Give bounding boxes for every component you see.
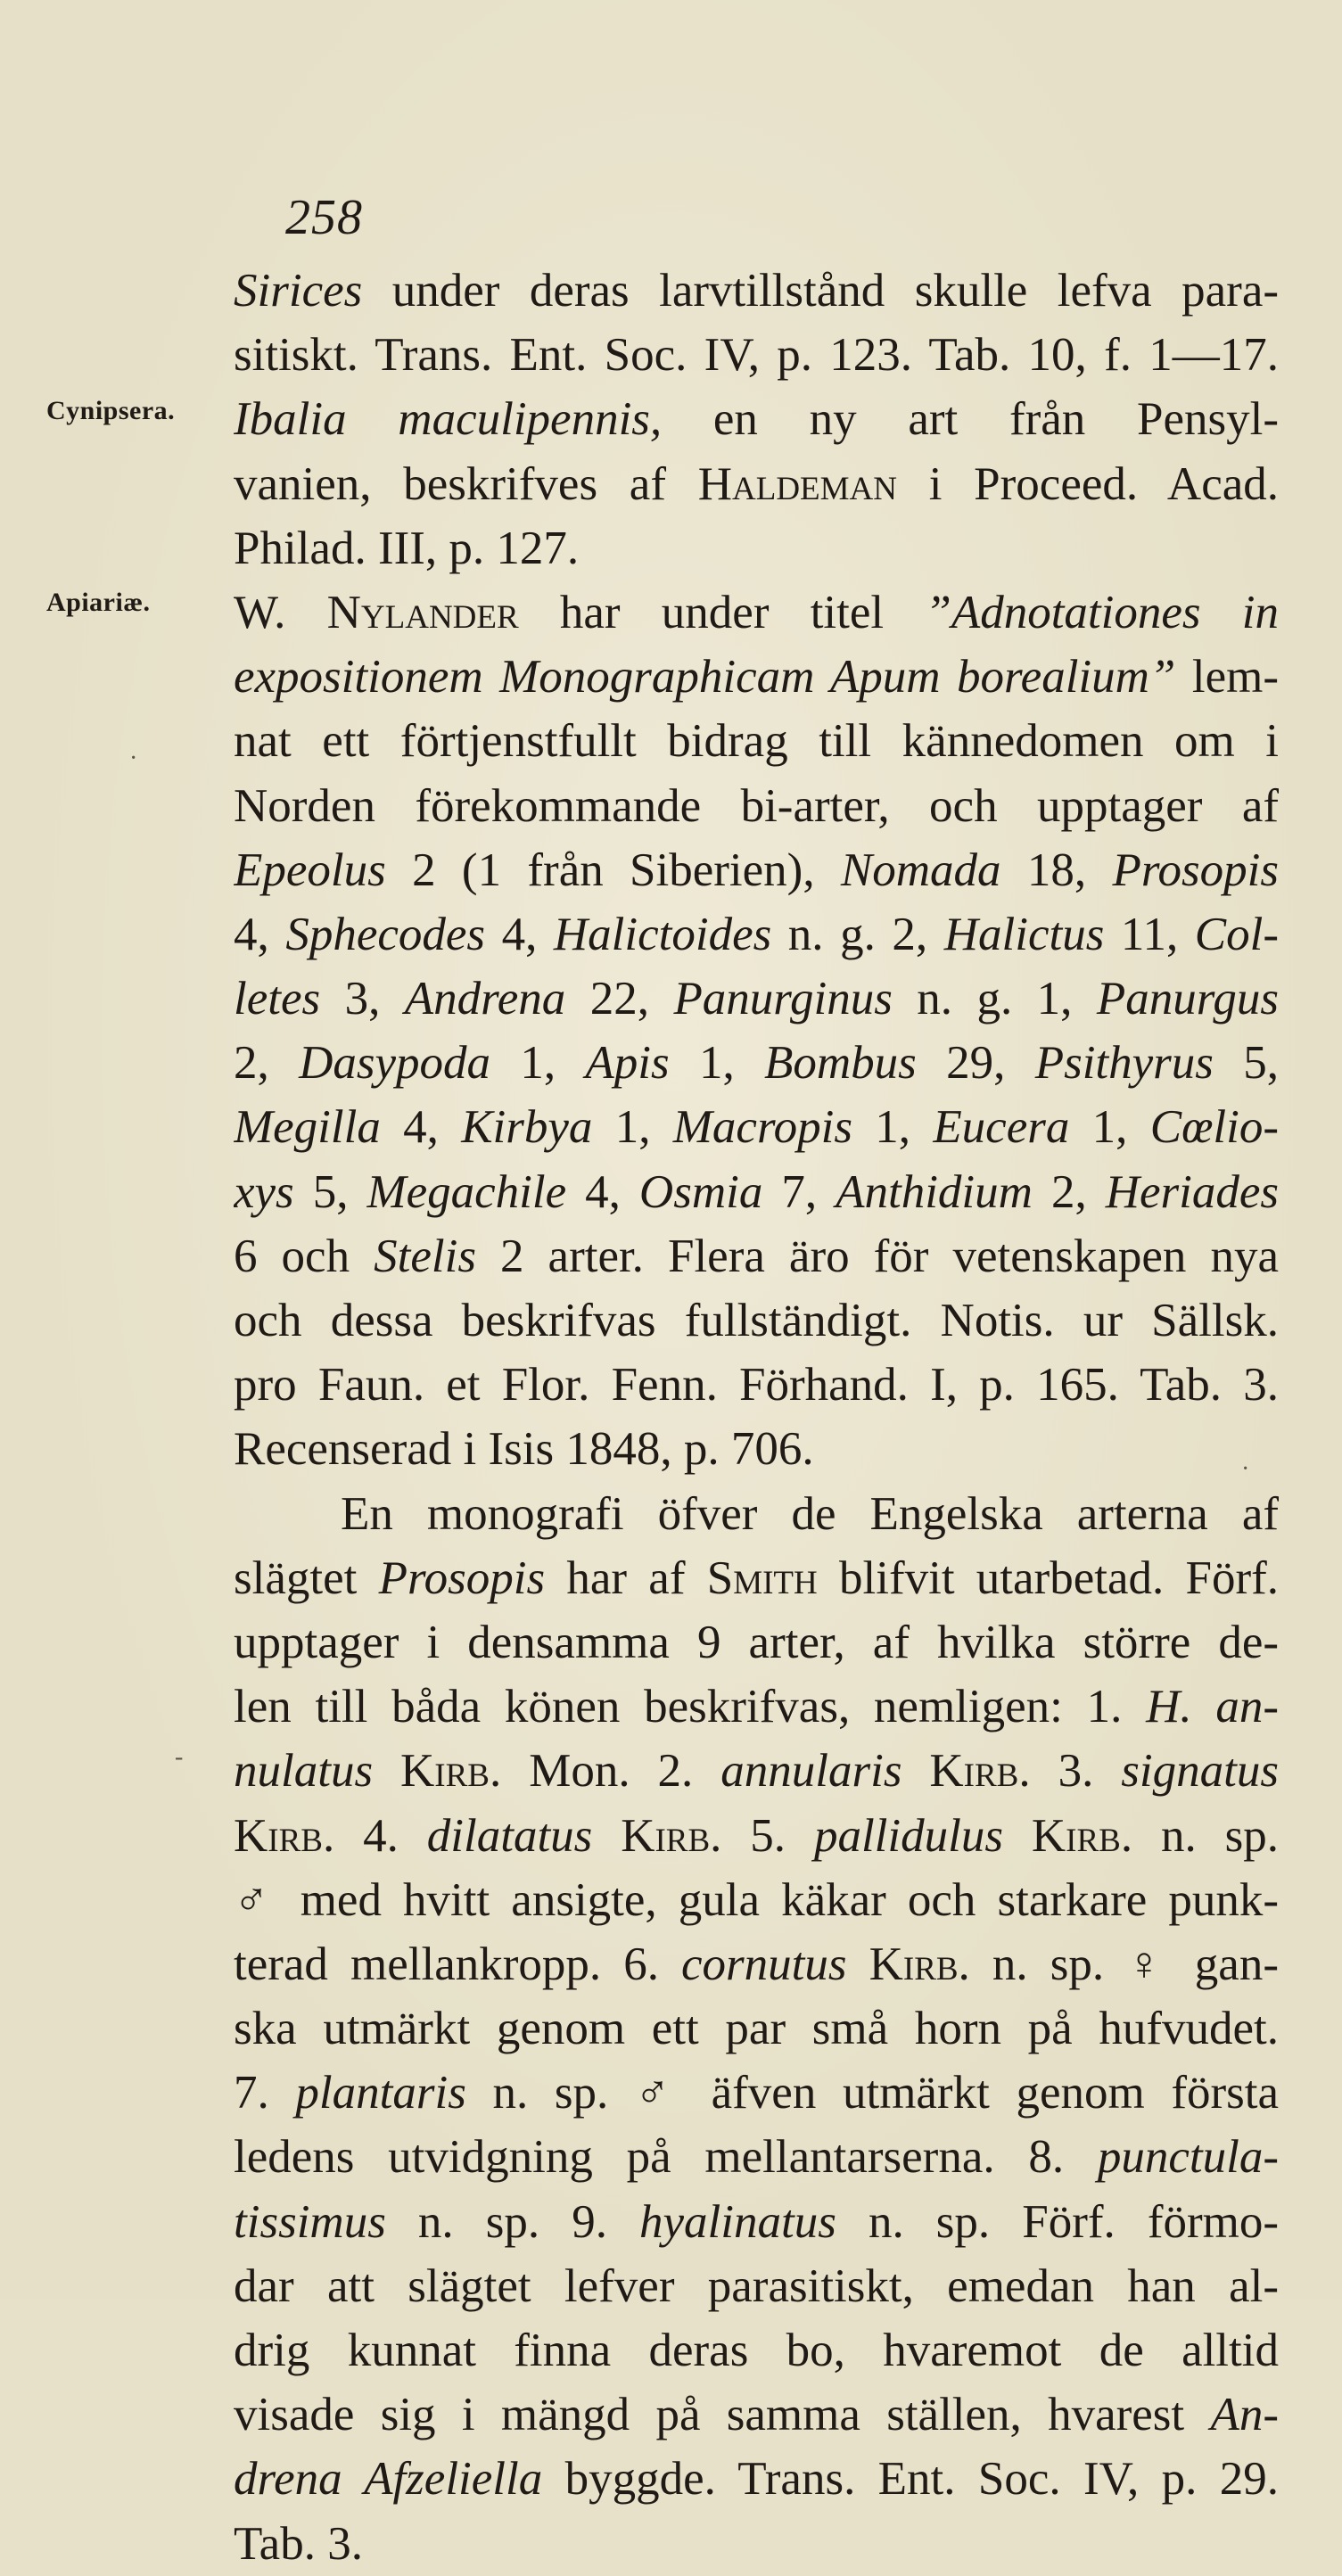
text-line-18: pro Faun. et Flor. Fenn. Förhand. I, p. 165. Tab. 3. [234,1359,1279,1411]
text-line-32: dar att slägtet lefver parasitiskt, emedan han al- [234,2259,1279,2312]
text-line-6: W. Nylander har under titel ”Adnotationes in [234,586,1279,638]
text-line-31: tissimus n. sp. 9. hyalinatus n. sp. Förf. förmo- [234,2195,1279,2248]
text-line-24: nulatus Kirb. Mon. 2. annularis Kirb. 3. signatus [234,1745,1279,1798]
text-line-36: Tab. 3. [234,2517,363,2570]
text-line-29: 7. plantaris n. sp. ♂ äfven utmärkt genom första [234,2067,1279,2119]
text-line-10: Epeolus 2 (1 från Siberien), Nomada 18, Prosopis [234,844,1279,896]
body-text [234,259,1279,2576]
page-number: 258 [285,190,363,245]
text-line-2: sitiskt. Trans. Ent. Soc. IV, p. 123. Tab. 10, f. 1—17. [234,329,1279,382]
text-line-5: Philad. III, p. 127. [234,522,580,574]
text-line-28: ska utmärkt genom ett par små horn på hufvudet. [234,2003,1279,2055]
text-line-12: letes 3, Andrena 22, Panurginus n. g. 1, Panurgus [234,973,1279,1025]
text-line-17: och dessa beskrifvas fullständigt. Notis. ur Sällsk. [234,1295,1279,1346]
text-line-14: Megilla 4, Kirbya 1, Macropis 1, Eucera 1, Cœlio- [234,1101,1279,1154]
text-line-20: En monografi öfver de Engelska arterna af [341,1487,1279,1540]
text-line-23: len till båda könen beskrifvas, nemligen: 1. H. an- [234,1681,1279,1733]
text-line-1: Sirices under deras larvtillstånd skulle lefva para- [234,265,1279,317]
text-line-15: xys 5, Megachile 4, Osmia 7, Anthidium 2, Heriades [234,1165,1279,1218]
text-line-19: Recenserad i Isis 1848, p. 706. [234,1423,814,1476]
text-line-30: ledens utvidgning på mellantarserna. 8. punctula- [234,2131,1279,2184]
text-line-3: Ibalia maculipennis, en ny art från Pensyl- [234,393,1279,446]
text-line-4: vanien, beskrifves af Haldeman i Proceed. Acad. [234,457,1279,510]
text-line-26: ♂ med hvitt ansigte, gula käkar och starkare punk- [234,1873,1279,1926]
text-line-7: expositionem Monographicam Apum borealium” lem- [234,651,1279,704]
bleed-through-mark: - [175,1743,184,1771]
text-line-8: nat ett förtjenstfullt bidrag till kännedomen om i [234,715,1279,768]
text-line-9: Norden förekommande bi-arter, och upptager af [234,779,1279,832]
text-line-16: 6 och Stelis 2 arter. Flera äro för vetenskapen nya [234,1230,1279,1282]
text-line-11: 4, Sphecodes 4, Halictoides n. g. 2, Halictus 11, Col- [234,908,1279,960]
text-line-25: Kirb. 4. dilatatus Kirb. 5. pallidulus Kirb. n. sp. [234,1809,1279,1862]
text-line-22: upptager i densamma 9 arter, af hvilka större de- [234,1616,1279,1668]
text-line-21: slägtet Prosopis har af Smith blifvit utarbetad. Förf. [234,1551,1279,1604]
text-line-33: drig kunnat finna deras bo, hvaremot de alltid [234,2325,1279,2376]
text-line-13: 2, Dasypoda 1, Apis 1, Bombus 29, Psithyrus 5, [234,1037,1279,1090]
text-line-34: visade sig i mängd på samma ställen, hvarest An- [234,2389,1279,2441]
bleed-through-mark: · [1241,1455,1250,1483]
text-line-35: drena Afzeliella byggde. Trans. Ent. Soc. IV, p. 29. [234,2453,1279,2506]
margin-note-apiariae: Apiariæ. [46,588,151,617]
bleed-through-mark: · [129,745,138,772]
margin-note-cynipsera: Cynipsera. [46,396,176,425]
text-line-27: terad mellankropp. 6. cornutus Kirb. n. sp. ♀ gan- [234,1938,1279,1990]
